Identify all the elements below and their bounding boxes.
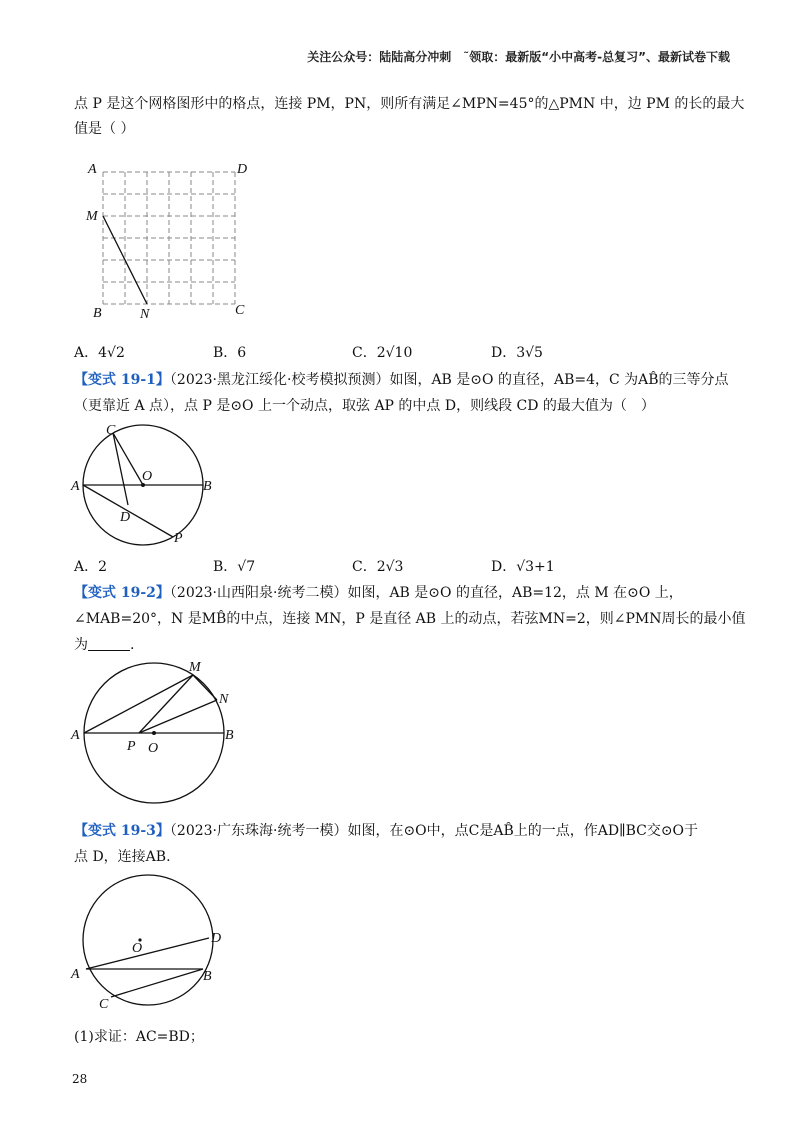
label-b: B — [93, 306, 102, 321]
label-c: C — [99, 997, 109, 1012]
q1-option-c: C．2√3 — [352, 559, 404, 575]
page-number: 28 — [72, 1072, 88, 1086]
label-a: A — [88, 162, 97, 177]
label-p: P — [127, 739, 136, 754]
q3-text-1: （2023·广东珠海·统考一模）如图，在⊙O中，点C是AB̂上的一点，作AD∥BC交⊙O于 — [169, 823, 699, 839]
circle-figure-3 — [66, 870, 236, 1015]
q3-line-2: 点 D，连接AB. — [74, 849, 171, 865]
label-c: C — [235, 303, 245, 318]
label-o: O — [148, 741, 159, 756]
center-o — [152, 731, 156, 735]
q2-text-3-end: . — [130, 637, 135, 653]
q3-line-1 — [74, 821, 698, 841]
q0-option-b: B．6 — [213, 345, 247, 361]
page-header: 关注公众号：陆陆高分冲刺 ˜领取：最新版“小中高考-总复习”、最新试卷下载 — [307, 50, 730, 64]
label-a: A — [71, 967, 80, 982]
q1-tag: 【变式 19-1】 — [74, 372, 170, 388]
q1-line-1 — [74, 370, 729, 390]
grid-lines — [103, 172, 235, 304]
label-b: B — [203, 969, 212, 984]
label-n: N — [219, 692, 229, 707]
q1-option-a: A．2 — [74, 559, 108, 575]
label-p: P — [174, 531, 183, 546]
label-d: D — [120, 510, 131, 525]
q2-text-3: 为 — [74, 637, 88, 653]
label-a: A — [71, 728, 80, 743]
label-b: B — [203, 479, 212, 494]
q2-line-2: ∠MAB=20°，N 是MB̂的中点，连接 MN，P 是直径 AB 上的动点，若弦MN=2，则∠PMN周长的最小值 — [74, 611, 746, 627]
q2-text-1: （2023·山西阳泉·统考二模）如图，AB 是⊙O 的直径，AB=12，点 M 在⊙O 上， — [169, 585, 683, 601]
circle-figure-2 — [66, 655, 251, 810]
q1-option-d: D．√3+1 — [491, 559, 555, 575]
label-c: C — [106, 423, 116, 438]
q2-tag: 【变式 19-2】 — [74, 585, 170, 601]
label-o: O — [132, 941, 143, 956]
q2-line-3 — [74, 635, 134, 655]
label-d: D — [237, 162, 248, 177]
q0-option-c: C．2√10 — [352, 345, 413, 361]
label-d: D — [211, 931, 222, 946]
chord-ad — [86, 938, 209, 969]
q0-line-1: 点 P 是这个网格图形中的格点，连接 PM，PN，则所有满足∠MPN=45°的△PMN 中，边 PM 的长的最大 — [74, 96, 745, 112]
q3-sub-1: (1)求证：AC=BD； — [74, 1029, 204, 1045]
q1-option-b: B．√7 — [213, 559, 256, 575]
label-a: A — [71, 479, 80, 494]
q3-tag: 【变式 19-3】 — [74, 823, 170, 839]
label-o: O — [142, 469, 153, 484]
q1-text-1: （2023·黑龙江绥化·校考模拟预测）如图，AB 是⊙O 的直径，AB=4，C 为AB̂的三等分点 — [169, 372, 729, 388]
q0-option-d: D．3√5 — [491, 345, 543, 361]
q2-line-1 — [74, 583, 683, 603]
label-n: N — [140, 307, 150, 322]
label-m: M — [189, 660, 201, 675]
chord-cb — [111, 969, 203, 997]
grid-figure — [80, 155, 260, 325]
q0-line-2: 值是（ ） — [74, 121, 135, 137]
circle-figure-1 — [66, 420, 226, 550]
answer-blank — [88, 636, 130, 651]
label-b: B — [225, 728, 234, 743]
label-m: M — [86, 209, 98, 224]
q1-line-2: （更靠近 A 点），点 P 是⊙O 上一个动点，取弦 AP 的中点 D，则线段 CD 的最大值为（ ） — [74, 398, 655, 414]
q0-option-a: A．4√2 — [74, 345, 125, 361]
